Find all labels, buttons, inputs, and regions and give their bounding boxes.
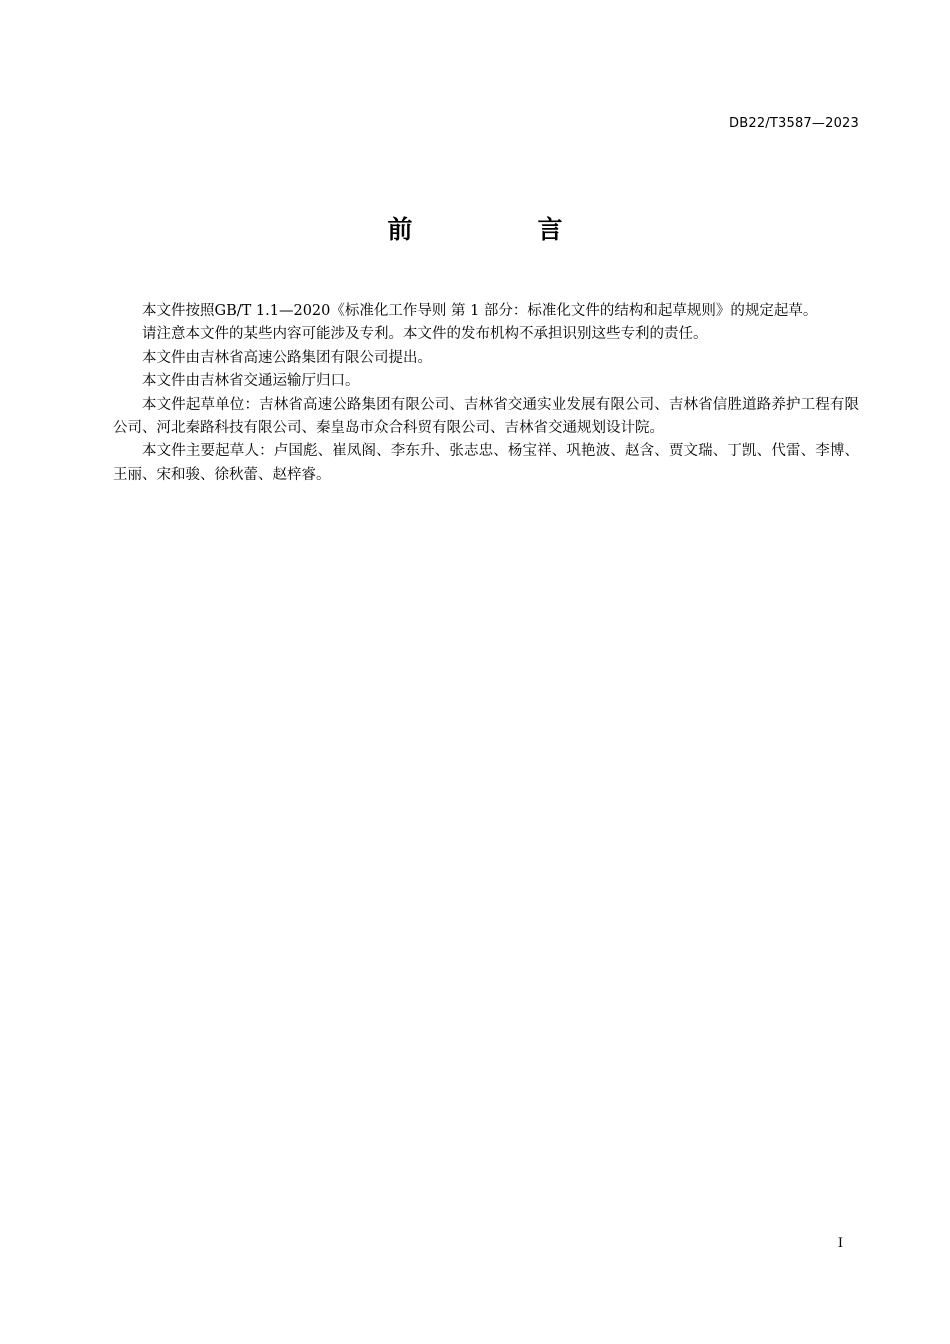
page-number: I (837, 1236, 843, 1251)
page-title: 前 言 (387, 215, 613, 244)
preface-body (113, 300, 859, 487)
paragraph-drafting-units: 本文件起草单位：吉林省高速公路集团有限公司、吉林省交通实业发展有限公司、吉林省信胜道路养护工程有限公司、河北秦路科技有限公司、秦皇岛市众合科贸有限公司、吉林省交通规划设计院。 (113, 396, 859, 437)
paragraph-drafting-rules: 本文件按照GB/T 1.1—2020《标准化工作导则 第 1 部分：标准化文件的结构和起草规则》的规定起草。 (142, 303, 818, 319)
paragraph-patent-notice: 请注意本文件的某些内容可能涉及专利。本文件的发布机构不承担识别这些专利的责任。 (142, 326, 708, 343)
document-code: DB22/T3587—2023 (729, 116, 859, 131)
paragraph-administrator: 本文件由吉林省交通运输厅归口。 (142, 373, 360, 390)
paragraph-drafters: 本文件主要起草人：卢国彪、崔凤阁、李东升、张志忠、杨宝祥、巩艳波、赵含、贾文瑞、丁凯、代雷、李博、王丽、宋和骏、徐秋蕾、赵梓睿。 (113, 443, 859, 483)
paragraph-proposer: 本文件由吉林省高速公路集团有限公司提出。 (142, 349, 432, 366)
